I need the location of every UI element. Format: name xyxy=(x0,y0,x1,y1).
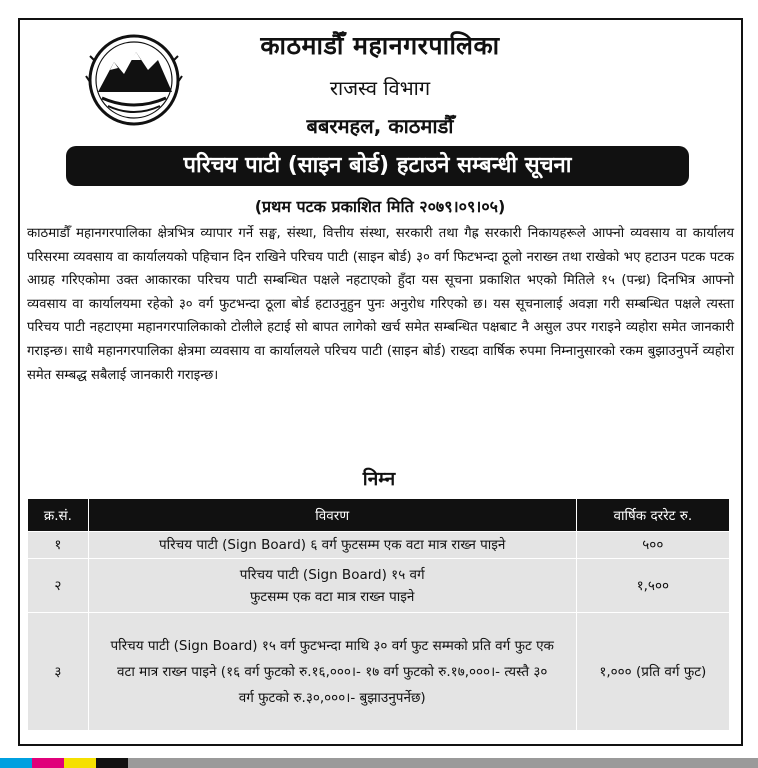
swatch-yellow xyxy=(64,758,96,768)
header-annual-rate: वार्षिक दररेट रु. xyxy=(576,499,729,532)
print-color-strip xyxy=(0,758,758,768)
table-header-row xyxy=(28,499,730,532)
table-row xyxy=(28,532,730,559)
row-rate: १,००० (प्रति वर्ग फुट) xyxy=(576,613,729,731)
office-address: बबरमहल, काठमाडौँ xyxy=(306,114,454,138)
row-serial: ३ xyxy=(28,613,89,731)
org-name: काठमाडौँ महानगरपालिका xyxy=(260,31,500,60)
row-serial: २ xyxy=(28,559,89,613)
swatch-gray xyxy=(128,758,758,768)
header-description: विवरण xyxy=(88,499,576,532)
notice-title-banner: परिचय पाटी (साइन बोर्ड) हटाउने सम्बन्धी सूचना xyxy=(66,146,689,186)
row-description: परिचय पाटी (Sign Board) १५ वर्ग फुटभन्दा माथि ३० वर्ग फुट सम्मको प्रति वर्ग फुट एक वटा मात्र राख्न पाइने (१६ वर्ग फुटको रु.१६,०००।- १७ वर्ग फुटको रु.१७,०००।- त्यस्तै ३० वर्ग फुटको रु.३०,०००।- बुझाउनुपर्नेछ) xyxy=(88,613,576,731)
swatch-cyan xyxy=(0,758,32,768)
department-name: राजस्व विभाग xyxy=(329,76,431,100)
table-row xyxy=(28,559,730,613)
row-rate: ५०० xyxy=(576,532,729,559)
row-serial: १ xyxy=(28,532,89,559)
notice-body: काठमाडौँ महानगरपालिका क्षेत्रभित्र व्यापार गर्ने सङ्घ, संस्था, वित्तीय संस्था, सरकारी तथा गैह्र सरकारी निकायहरूले आफ्नो व्यवसाय वा कार्यालय परिसरमा व्यवसाय वा कार्यालयको पहिचान दिन राखिने परिचय पाटी (साइन बोर्ड) ३० वर्ग फिटभन्दा ठूलो नराख्न तथा राखेको भए हटाउन पटक पटक आग्रह गरिएकोमा उक्त आकारका परिचय पाटी सम्बन्धित पक्षले नहटाएको हुँदा यस सूचना प्रकाशित भएको मितिले १५ (पन्ध्र) दिनभित्र आफ्नो व्यवसाय वा कार्यालयमा रहेको ३० वर्ग फुटभन्दा ठूला बोर्ड हटाउनुहुन पुनः अनुरोध गरिएको छ। यस सूचनालाई अवज्ञा गरी सम्बन्धित पक्षले त्यस्ता परिचय पाटी नहटाएमा महानगरपालिकाको टोलीले हटाई सो बापत लागेको खर्च समेत सम्बन्धित पक्षबाट नै असुल उपर गराइने व्यहोरा समेत जानकारी गराइन्छ। साथै महानगरपालिका क्षेत्रमा व्यवसाय वा कार्यालयले परिचय पाटी (साइन बोर्ड) राख्दा वार्षिक रुपमा निम्नानुसारको रकम बुझाउनुपर्ने व्यहोरा समेत सम्बद्ध सबैलाई जानकारी गराइन्छ। xyxy=(27,226,734,383)
swatch-magenta xyxy=(32,758,64,768)
fee-table xyxy=(27,498,730,731)
list-heading: निम्न xyxy=(362,468,396,490)
municipality-emblem-icon xyxy=(84,30,184,130)
publication-date: (प्रथम पटक प्रकाशित मिति २०७९।०९।०५) xyxy=(254,197,506,216)
row-description: परिचय पाटी (Sign Board) ६ वर्ग फुटसम्म एक वटा मात्र राख्न पाइने xyxy=(88,532,576,559)
row-rate: १,५०० xyxy=(576,559,729,613)
table-row xyxy=(28,613,730,731)
header-serial: क्र.सं. xyxy=(28,499,89,532)
swatch-black xyxy=(96,758,128,768)
row-description: परिचय पाटी (Sign Board) १५ वर्ग फुटसम्म एक वटा मात्र राख्न पाइने xyxy=(88,559,576,613)
